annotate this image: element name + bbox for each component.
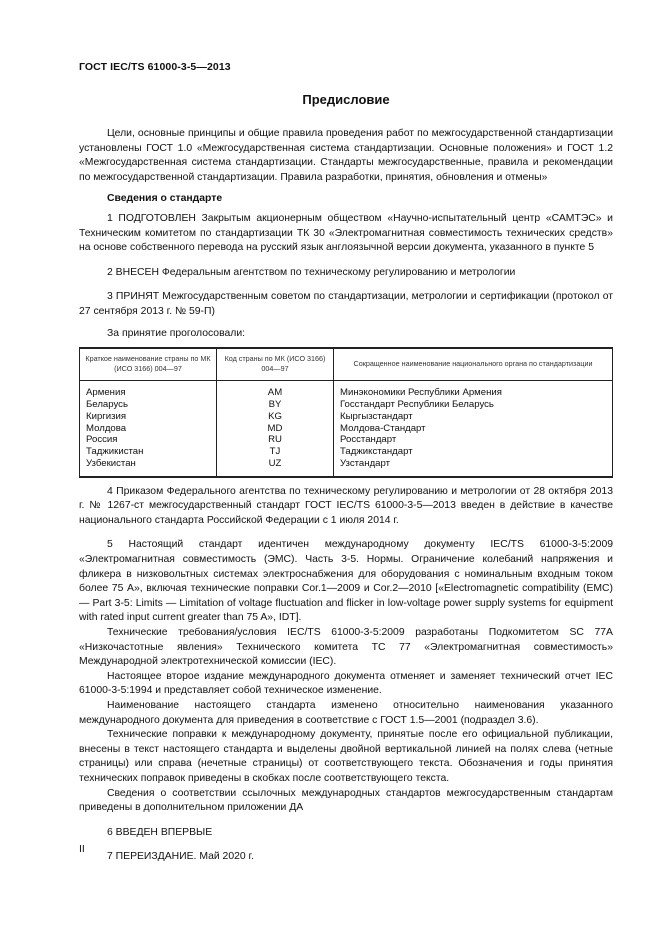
item-7: 7 ПЕРЕИЗДАНИЕ. Май 2020 г. <box>107 851 254 863</box>
item-5-corrigenda: Технические поправки к международному документу, принятые после его официальной публикации, внесены в текст настоящего стандарта и выделены двойной вертикальной линией на полях слева (четные страницы) или справа (нечетные страницы) от соответствующего текста. Обозначения и годы принятия технических поправок приведены в скобках после соответствующего текста. <box>79 729 613 784</box>
table-row <box>80 423 613 435</box>
national-body: Узстандарт <box>334 458 613 477</box>
item-5-second-edition: Настоящее второе издание международного документа отменяет и заменяет технический отчет IEC 61000-3-5:1994 и представляет собой техническое изменение. <box>79 670 613 697</box>
national-body: Таджикстандарт <box>334 446 613 458</box>
country-name: Молдова <box>80 423 217 435</box>
table-row <box>80 411 613 423</box>
country-name: Беларусь <box>80 399 217 411</box>
page-number: II <box>79 843 85 855</box>
item-3: 3 ПРИНЯТ Межгосударственным советом по стандартизации, метрологии и сертификации (протокол от 27 сентября 2013 г. № 59-П) <box>79 291 613 317</box>
country-code: KG <box>217 411 334 423</box>
voting-table <box>79 347 613 478</box>
table-header-country: Краткое наименование страны по МК (ИСО 3166) 004—97 <box>80 348 217 381</box>
item-5: 5 Настоящий стандарт идентичен международному документу IEC/TS 61000-3-5:2009 «Электромагнитная совместимость (ЭМС). Часть 3-5. Нормы. Ограничение колебаний напряжения и фликера в низковольтных системах электроснабжения для оборудования с номинальным входным током более 75 А», включая технические поправки Cor.1—2009 и Cor.2—2010 [«Electromagnetic compatibility (EMC) — Part 3-5: Limits — Limitation of voltage fluctuation and flicker in low-voltage power supply systems for equipment with rated input current greater than 75 A», IDT]. <box>79 539 613 624</box>
vote-intro: За принятие проголосовали: <box>107 327 246 339</box>
item-5-name-change: Наименование настоящего стандарта изменено относительно наименования указанного международного документа для приведения в соответствие с ГОСТ 1.5—2001 (подраздел 3.6). <box>79 700 613 726</box>
item-4: 4 Приказом Федерального агентства по техническому регулированию и метрологии от 28 октября 2013 г. № 1267-ст межгосударственный стандарт ГОСТ IEC/TS 61000-3-5—2013 введен в действие в качестве национального стандарта Российской Федерации с 1 июля 2014 г. <box>79 485 613 526</box>
country-code: UZ <box>217 458 334 477</box>
country-code: BY <box>217 399 334 411</box>
country-name: Армения <box>80 381 217 399</box>
country-code: MD <box>217 423 334 435</box>
item-6: 6 ВВЕДЕН ВПЕРВЫЕ <box>107 826 213 838</box>
country-name: Киргизия <box>80 411 217 423</box>
table-row <box>80 446 613 458</box>
national-body: Минэкономики Республики Армения <box>334 381 613 399</box>
country-code: RU <box>217 434 334 446</box>
table-header-body: Сокращенное наименование национального органа по стандартизации <box>334 348 613 381</box>
table-row <box>80 458 613 477</box>
national-body: Кыргызстандарт <box>334 411 613 423</box>
country-name: Узбекистан <box>80 458 217 477</box>
table-row <box>80 434 613 446</box>
country-name: Таджикистан <box>80 446 217 458</box>
table-row <box>80 399 613 411</box>
section-title: Сведения о стандарте <box>107 193 223 205</box>
item-1: 1 ПОДГОТОВЛЕН Закрытым акционерным обществом «Научно-испытательный центр «САМТЭС» и Техническим комитетом по стандартизации ТК 30 «Электромагнитная совместимость технических средств» на основе собственного перевода на русский язык англоязычной версии документа, указанного в пункте 5 <box>79 212 613 254</box>
intro-paragraph: Цели, основные принципы и общие правила проведения работ по межгосударственной стандартизации установлены ГОСТ 1.0 «Межгосударственная система стандартизации. Основные положения» и ГОСТ 1.2 «Межгосударственная система стандартизации. Стандарты межгосударственные, правила и рекомендации по межгосударственной стандартизации. Правила разработки, принятия, обновления и отмены» <box>79 128 613 183</box>
national-body: Росстандарт <box>334 434 613 446</box>
country-code: AM <box>217 381 334 399</box>
country-code: TJ <box>217 446 334 458</box>
table-header-code: Код страны по МК (ИСО 3166) 004—97 <box>217 348 334 381</box>
table-row <box>80 381 613 399</box>
item-5-references: Сведения о соответствии ссылочных международных стандартов межгосударственным стандартам приведены в дополнительном приложении ДА <box>79 787 613 814</box>
item-2: 2 ВНЕСЕН Федеральным агентством по техническому регулированию и метрологии <box>107 266 516 278</box>
national-body: Молдова-Стандарт <box>334 423 613 435</box>
document-code: ГОСТ IEC/TS 61000-3-5—2013 <box>79 61 231 73</box>
page-title: Предисловие <box>302 92 390 107</box>
preface-content <box>79 127 613 865</box>
item-5-tech-requirements: Технические требования/условия IEC/TS 61000-3-5:2009 разработаны Подкомитетом SC 77A «Низкочастотные явления» Технического комитета ТС 77 «Электромагнитная совместимость» Международной электротехнической комиссии (IEC). <box>79 627 613 668</box>
table-header-row <box>80 348 613 381</box>
national-body: Госстандарт Республики Беларусь <box>334 399 613 411</box>
country-name: Россия <box>80 434 217 446</box>
